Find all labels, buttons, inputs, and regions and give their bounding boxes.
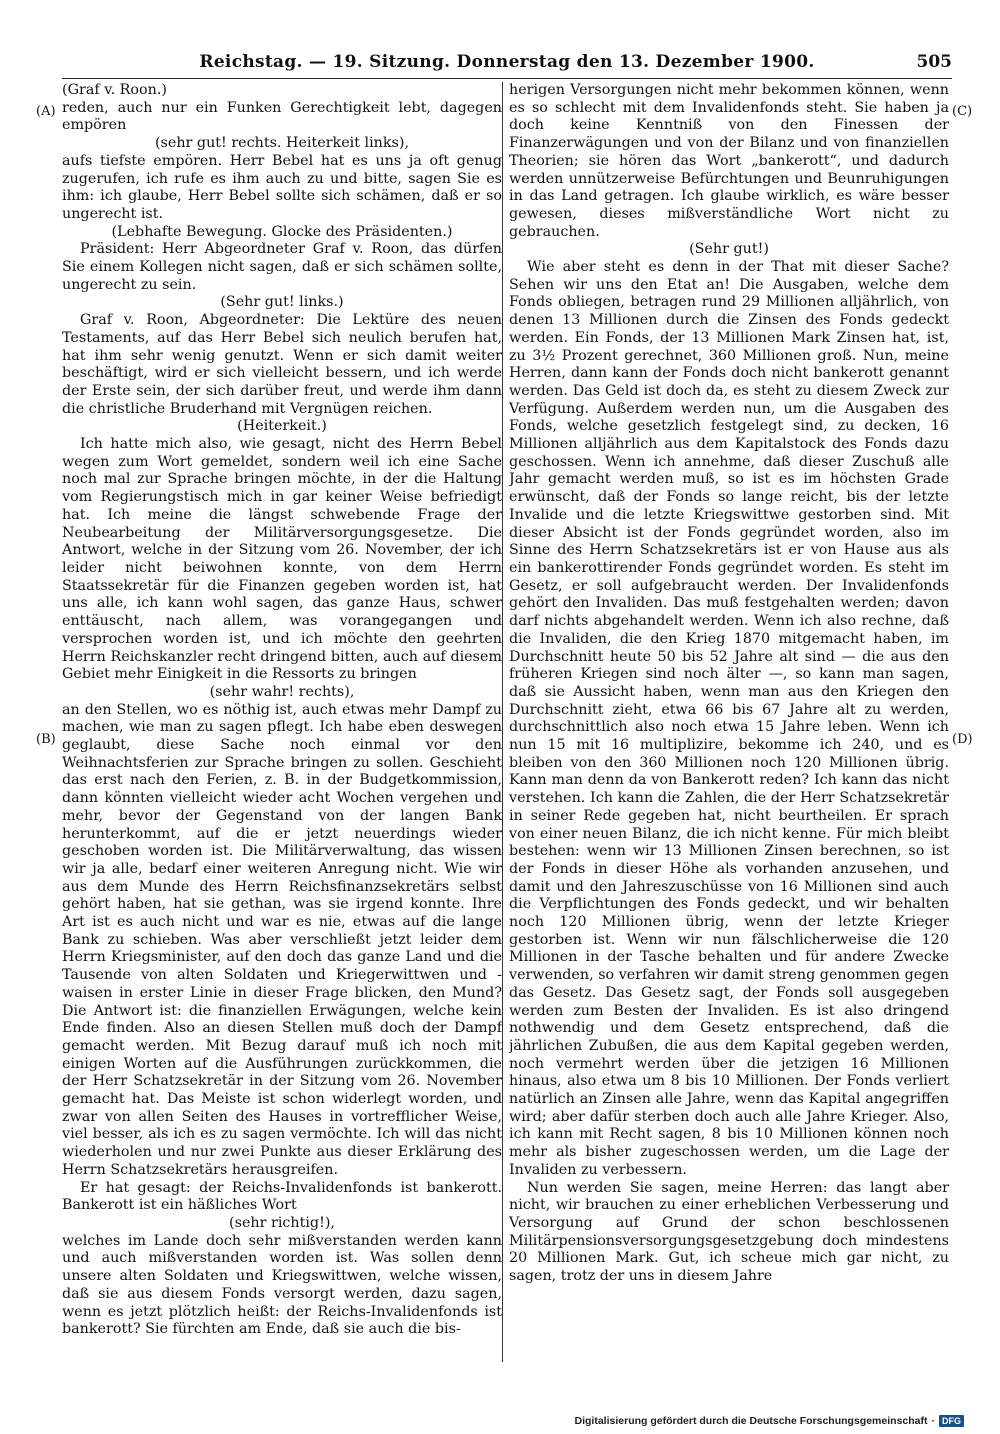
paragraph: Wie aber steht es denn in der That mit dieser Sache? Sehen wir uns den Etat an! Die Ausgaben, welche dem Fonds obliegen, betragen rund 29 Millionen alljährlich, von denen 13 Millionen durch die Zinsen des Fonds gedeckt werden. Ein Fonds, der 13 Millionen Mark Zinsen hat, ist, zu 3½ Prozent gerechnet, 360 Millionen groß. Nun, meine Herren, dann kann der Fonds doch nicht bankerott genannt werden. Das Geld ist doch da, es steht zu diesem Zweck zur Verfügung. Außerdem werden nun, um die Ausgaben des Fonds, welche gesetzlich festgelegt sind, zu decken, 16 Millionen alljährlich aus dem Kapitalstock des Fonds dazu geschossen. Wenn ich annehme, daß dieser Zuschuß alle Jahr gemacht werden muß, so ist es im höchsten Grade erwünscht, daß der Fonds so lange reicht, bis der letzte Invalide und die letzte Kriegswittwe gestorben sind. Mit dieser Absicht ist der Fonds gegründet worden, also im Sinne des Herrn Schatzsekretärs ist er von Hause aus als ein bankerottirender Fonds gegründet worden. Es steht im Gesetz, er soll aufgebraucht werden. Der Invalidenfonds gehört den Invaliden. Das muß festgehalten werden; davon darf nichts abgehandelt werden. Wenn ich also rechne, daß die Invaliden, die den Krieg 1870 mitgemacht haben, im Durchschnitt heute 50 bis 52 Jahre alt sind — die aus den früheren Kriegen sind noch älter —, so kann man sagen, daß sie Aussicht haben, wenn man aus den Kriegen den Durchschnitt zieht, etwa 66 bis 67 Jahre alt zu werden, durchschnittlich also noch etwa 15 Jahre leben. Wenn ich nun 15 mit 16 multiplizire, bekomme ich 240, und es bleiben von den 360 Millionen noch 120 Millionen übrig. Kann man denn da von Bankerott reden? Ich kann das nicht verstehen. Ich kann die Zahlen, die der Herr Schatzsekretär in seiner Rede gegeben hat, nicht beurtheilen. Er sprach von einer neuen Bilanz, die ich nicht kenne. Für mich bleibt bestehen: wenn wir 13 Millionen Zinsen berechnen, so ist der Fonds in dieser Höhe als vorhanden anzusehen, und damit und den Jahreszuschüsse von 16 Millionen sind auch die Verpflichtungen des Fonds gedeckt, und wir behalten noch 120 Millionen übrig, wenn der letzte Krieger gestorben ist. Wenn wir nun fälschlicherweise die 120 Millionen in der Tasche behalten und für andere Zwecke verwenden, so verfahren wir damit streng genommen gegen das Gesetz. Das Gesetz sagt, der Fonds soll ausgegeben werden zum Besten der Invaliden. Es ist also dringend nothwendig und dem Gesetz entsprechend, daß die jährlichen Zubußen, die aus dem Kapital gegeben werden, noch vermehrt werden über die jetzigen 16 Millionen hinaus, also etwa um 8 bis 10 Millionen. Der Fonds verliert natürlich an Zinsen alle Jahre, wenn das Kapital angegriffen wird; aber dafür sterben doch auch alle Jahre Krieger. Also, ich kann mit Recht sagen, 8 bis 10 Millionen können noch mehr als bisher zugeschossen werden, um die Lage der Invaliden zu verbessern.: [509, 259, 949, 1178]
page-number: 505: [916, 52, 952, 72]
running-title: Reichstag. — 19. Sitzung. Donnerstag den 13. Dezember 1900.: [199, 52, 815, 72]
paragraph: Präsident: Herr Abgeordneter Graf v. Roon, das dürfen Sie einem Kollegen nicht sagen, daß er sich schämen sollte, ungerecht zu sein.: [62, 241, 502, 293]
paragraph: reden, auch nur ein Funken Gerechtigkeit lebt, dagegen empören: [62, 99, 502, 134]
interjection: (sehr gut! rechts. Heiterkeit links),: [154, 135, 410, 152]
margin-mark-a: (A): [36, 104, 56, 119]
paragraph: Nun werden Sie sagen, meine Herren: das langt aber nicht, wir brauchen zu einer erheblichen Verbesserung und Versorgung auf Grund der schon beschlossenen Militärpensionsversorgungsgesetzgebung doch mindestens 20 Millionen Mark. Gut, ich scheue mich gar nicht, zu sagen, trotz der uns in diesem Jahre: [509, 1179, 949, 1285]
paragraph: Er hat gesagt: der Reichs-Invalidenfonds ist bankerott. Bankerott ist ein häßliches Wort: [62, 1179, 502, 1214]
page-header: [62, 50, 952, 79]
interjection: (Heiterkeit.): [237, 418, 327, 435]
paragraph: aufs tiefste empören. Herr Bebel hat es uns ja oft genug zugerufen, ich rufe es ihm auch zu und bitte, sagen Sie es ihm: ich glaube, Herr Bebel sollte sich schämen, daß er so ungerecht ist.: [62, 152, 502, 222]
interjection: (sehr wahr! rechts),: [209, 683, 355, 700]
paragraph: Graf v. Roon, Abgeordneter: Die Lektüre des neuen Testaments, auf das Herr Bebel sich neulich berufen hat, hat ihm sehr wenig genutzt. Wenn er sich damit weiter beschäftigt, wird er sich vielleicht bessern, und ich werde der Erste sein, der sich darüber freut, und werde ihm dann die christliche Bruderhand mit Vergnügen reichen.: [62, 312, 502, 417]
paragraph: (Graf v. Roon.): [62, 82, 167, 98]
margin-mark-c: (C): [952, 104, 973, 119]
interjection: (Sehr gut! links.): [220, 294, 344, 311]
column-divider: [502, 82, 503, 1362]
paragraph: an den Stellen, wo es nöthig ist, auch etwas mehr Dampf zu machen, wie man zu sagen pflegt. Ich habe eben deswegen geglaubt, diese Sache noch einmal vor den Weihnachtsferien zur Sprache bringen zu sollen. Geschieht das erst nach den Ferien, z. B. in der Budgetkommission, dann könnten vielleicht wieder acht Wochen vergehen und mehr, bevor der Gegenstand von der langen Bank herunterkommt, auf die er jetzt neuerdings wieder geschoben worden ist. Die Militärverwaltung, das wissen wir ja alle, bedarf einer weiteren Anregung nicht. Wie wir aus dem Munde des Herrn Reichsfinanzsekretärs selbst gehört haben, hat sie gethan, was sie irgend konnte. Ihre Art ist es auch nicht und war es nie, etwas auf die lange Bank zu schieben. Was aber verschließt jetzt leider dem Herrn Kriegsminister, auf den doch das ganze Land und die Tausende von alten Soldaten und Kriegerwittwen und -waisen in erster Linie in dieser Frage blicken, den Mund? Die Antwort ist: die finanziellen Erwägungen, welche kein Ende finden. Also an diesen Stellen muß doch der Dampf gemacht werden. Mit Bezug darauf muß ich noch mit einigen Worten auf die Ausführungen zurückkommen, die der Herr Schatzsekretär in der Sitzung vom 26. November gemacht hat. Das Meiste ist schon widerlegt worden, und zwar von allen Seiten des Hauses in vortrefflicher Weise, viel besser, als ich es zu sagen vermöchte. Ich will das nicht wiederholen und nur zwei Punkte aus dieser Erklärung des Herrn Schatzsekretärs herausgreifen.: [62, 701, 502, 1178]
page-footer: Digitalisierung gefördert durch die Deutsche Forschungsgemeinschaft · DFG: [575, 1415, 964, 1427]
paragraph: herigen Versorgungen nicht mehr bekommen können, wenn es so schlecht mit dem Invalidenfonds steht. Sie haben ja doch keine Kenntniß von den Finessen der Finanzerwägungen und von der Bilanz und von finanziellen Theorien; sie hören das Wort „bankerott“, und dadurch werden unnützerweise Befürchtungen und Beunruhigungen in das Land getragen. Ich glaube wirklich, es wäre besser gewesen, dieses mißverständliche Wort nicht zu gebrauchen.: [509, 82, 949, 240]
footer-credit: Digitalisierung gefördert durch die Deutsche Forschungsgemeinschaft: [574, 1415, 928, 1427]
paragraph: Ich hatte mich also, wie gesagt, nicht des Herrn Bebel wegen zum Wort gemeldet, sondern weil ich eine Sache noch mal zur Sprache bringen möchte, in der die Haltung vom Regierungstisch mich in gar keiner Weise befriedigt hat. Ich meine die längst schwebende Frage der Neubearbeitung der Militärversorgungsgesetze. Die Antwort, welche in der Sitzung vom 26. November, der ich leider nicht beiwohnen konnte, von dem Herrn Staatssekretär für die Finanzen gegeben worden ist, hat uns alle, ich kann wohl sagen, das ganze Haus, schwer enttäuscht, nach allem, was vorangegangen und versprochen worden ist, und ich möchte den geehrten Herrn Reichskanzler recht dringend bitten, auch auf diesem Gebiet mehr Einigkeit in die Ressorts zu bringen: [62, 436, 502, 683]
interjection: (Sehr gut!): [689, 241, 769, 258]
dfg-logo-icon: DFG: [939, 1415, 964, 1427]
interjection: (Lebhafte Bewegung. Glocke des Präsidenten.): [111, 223, 453, 240]
margin-mark-d: (D): [952, 732, 973, 747]
interjection: (sehr richtig!),: [229, 1215, 335, 1231]
margin-mark-b: (B): [36, 732, 56, 747]
right-column: [509, 82, 949, 1365]
paragraph: welches im Lande doch sehr mißverstanden werden kann und auch mißverstanden worden ist. Was sollen denn unsere alten Soldaten und Kriegswittwen, welche wissen, daß sie aus diesem Fonds versorgt werden, dazu sagen, wenn es jetzt plötzlich heißt: der Reichs-Invalidenfonds ist bankerott? Sie fürchten am Ende, daß sie auch die bis-: [62, 1232, 502, 1338]
left-column: [62, 82, 502, 1365]
